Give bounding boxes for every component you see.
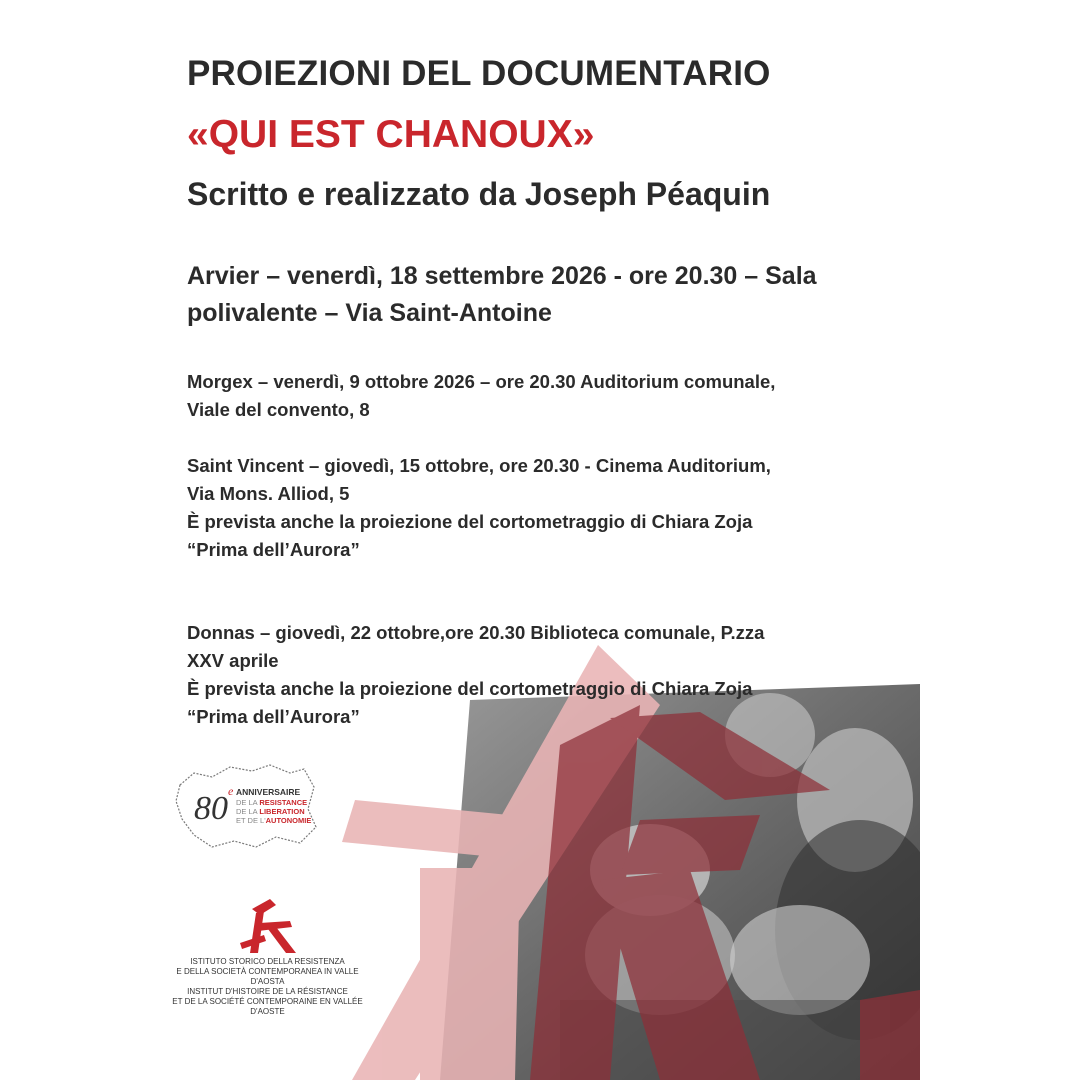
anniversary-line4-prefix: ET DE L' bbox=[236, 816, 266, 825]
event-morgex-line2: Viale del convento, 8 bbox=[187, 399, 370, 420]
event-saint-vincent-line1: Saint Vincent – giovedì, 15 ottobre, ore 20.30 - Cinema Auditorium, bbox=[187, 455, 771, 476]
anniversary-line2-highlight: RESISTANCE bbox=[259, 798, 308, 807]
event-donnas bbox=[187, 619, 907, 731]
anniversary-logo bbox=[172, 757, 322, 852]
event-donnas-line2: XXV aprile bbox=[187, 650, 279, 671]
svg-text:DE LA LIBERATION bbox=[236, 807, 305, 816]
institute-line2: E DELLA SOCIETÀ CONTEMPORANEA IN VALLE D'AOSTA bbox=[176, 967, 359, 986]
title-line: PROIEZIONI DEL DOCUMENTARIO bbox=[187, 54, 771, 93]
institute-line1: ISTITUTO STORICO DELLA RESISTENZA bbox=[190, 957, 345, 966]
event-donnas-line3: È prevista anche la proiezione del cortometraggio di Chiara Zoja bbox=[187, 678, 753, 699]
anniversary-line2-prefix: DE LA bbox=[236, 798, 260, 807]
event-saint-vincent bbox=[187, 452, 907, 564]
svg-text:DE LA RESISTANCE bbox=[236, 798, 307, 807]
event-saint-vincent-line3: È prevista anche la proiezione del cortometraggio di Chiara Zoja bbox=[187, 511, 753, 532]
institute-mark-icon bbox=[160, 895, 375, 955]
institute-logo bbox=[160, 895, 375, 1015]
event-arvier-line1: Arvier – venerdì, 18 settembre 2026 - ore 20.30 – Sala bbox=[187, 262, 817, 290]
event-morgex-line1: Morgex – venerdì, 9 ottobre 2026 – ore 20.30 Auditorium comunale, bbox=[187, 371, 776, 392]
anniversary-superscript: e bbox=[228, 784, 234, 798]
svg-text:ET DE L'AUTONOMIE bbox=[236, 816, 311, 825]
event-donnas-line1: Donnas – giovedì, 22 ottobre,ore 20.30 Biblioteca comunale, P.zza bbox=[187, 622, 765, 643]
event-arvier-line2: polivalente – Via Saint-Antoine bbox=[187, 299, 552, 327]
event-arvier bbox=[187, 258, 907, 332]
anniversary-line4-highlight: AUTONOMIE bbox=[265, 816, 312, 825]
event-saint-vincent-line2: Via Mons. Alliod, 5 bbox=[187, 483, 350, 504]
anniversary-line3-prefix: DE LA bbox=[236, 807, 260, 816]
anniversary-line1: ANNIVERSAIRE bbox=[236, 787, 301, 797]
anniversary-number: 80 bbox=[194, 790, 228, 827]
institute-line4: ET DE LA SOCIÉTÉ CONTEMPORAINE EN VALLÉE D'AOSTE bbox=[172, 997, 363, 1016]
event-saint-vincent-line4: “Prima dell’Aurora” bbox=[187, 539, 360, 560]
event-donnas-line4: “Prima dell’Aurora” bbox=[187, 706, 360, 727]
institute-name bbox=[160, 957, 375, 1017]
author-credit: Scritto e realizzato da Joseph Péaquin bbox=[187, 176, 771, 212]
institute-line3: INSTITUT D'HISTOIRE DE LA RÉSISTANCE bbox=[187, 987, 348, 996]
anniversary-line3-highlight: LIBERATION bbox=[259, 807, 305, 816]
event-morgex bbox=[187, 368, 907, 424]
documentary-title: «QUI EST CHANOUX» bbox=[187, 113, 595, 156]
